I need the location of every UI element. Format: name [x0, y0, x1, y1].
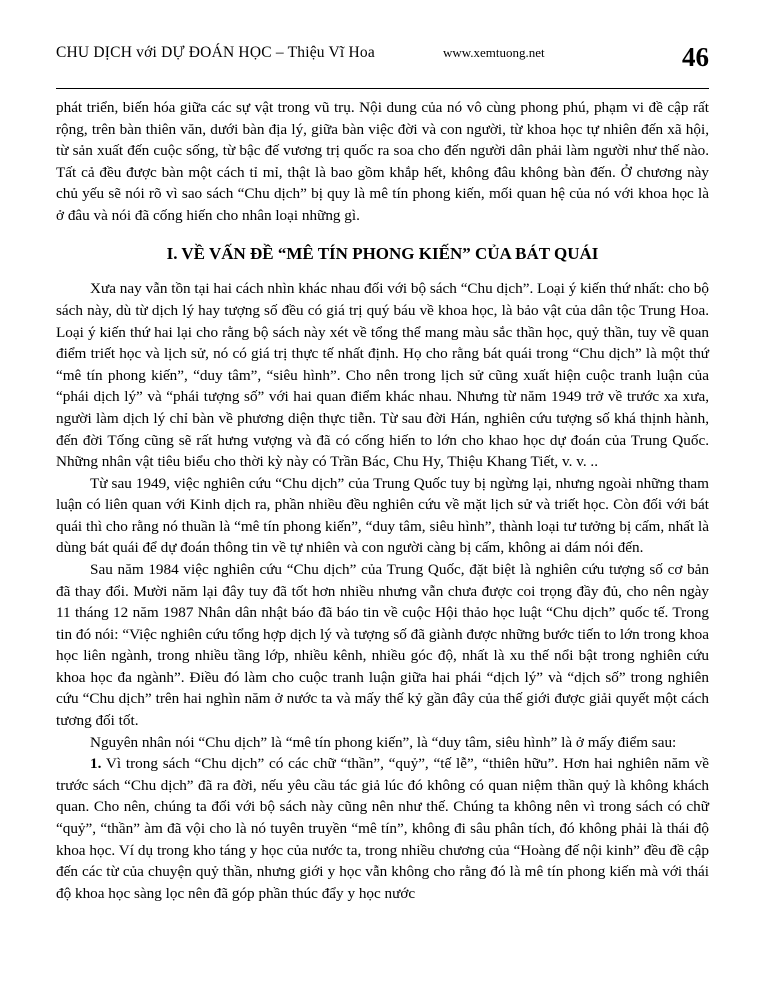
page-header	[56, 44, 709, 86]
page-body	[56, 97, 709, 904]
website-url[interactable]: www.xemtuong.net	[442, 45, 545, 60]
numbered-item-1	[56, 753, 709, 904]
paragraph-3: Sau năm 1984 việc nghiên cứu “Chu dịch” của Trung Quốc, đặt biệt là nghiên cứu tượng số cơ bản đã thay đổi. Mười năm lại đây tuy đã tốt hơn nhiều nhưng vẫn chưa được coi trọng đầy đủ, cho nên ngày 11 tháng 12 năm 1987 Nhân dân nhật báo đã báo tin về cuộc Hội thảo học luật “Chu dịch” quốc tế. Trong tin đó nói: “Việc nghiên cứu tổng hợp dịch lý và tượng số đã giành được những bước tiến to lớn trong khoa học liên ngành, trong nhiều tầng lớp, nhiều kênh, nhiều góc độ, nhất là xu thế nổi bật trong nghiên cứu khoa học đa ngành”. Điều đó làm cho cuộc tranh luận giữa hai phái “dịch lý” và “dịch số” trong nghiên cứu “Chu dịch” trên hai nghìn năm ở nước ta và mấy thế kỷ gần đây của thế giới được giải quyết một cách tương đối tốt.	[56, 560, 709, 730]
section-heading: I. VỀ VẤN ĐỀ “MÊ TÍN PHONG KIẾN” CỦA BÁT QUÁI	[166, 244, 599, 264]
numbered-item-text: Vì trong sách “Chu dịch” có các chữ “thần”, “quỷ”, “tế lễ”, “thiên hữu”. Hơn hai nghiên năm về trước sách “Chu dịch” đã ra đời, nếu yêu cầu tác giả lúc đó không có quan niệm thần quỷ là không khách quan. Cho nên, chúng ta đối với bộ sách này cũng nên như thế. Chúng ta không nên vì trong sách có chữ “quỷ”, “thần” àm đã vội cho là nó tuyên truyền “mê tín”, không đi sâu phân tích, đó không phải là thái độ khoa học. Ví dụ trong kho táng y học của nước ta, trong nhiều chương của “Hoàng đế nội kinh” đều đề cập đến các từ của chuyện quỷ thần, nhưng giới y học vẫn không cho rằng đó là mê tín phong kiến mà với thái độ khoa học sàng lọc nên đã góp phần thúc đẩy y học nước	[56, 755, 709, 902]
paragraph-intro: phát triển, biến hóa giữa các sự vật trong vũ trụ. Nội dung của nó vô cùng phong phú, phạm vi đề cập rất rộng, trên bàn thiên văn, dưới bàn địa lý, giữa bàn việc đời và con người, từ khoa học tự nhiên đến xã hội, từ sản xuất đến cuộc sống, từ bậc đế vương trị quốc ra soa cho đến người dân phải làm người như thế nào. Tất cả đều được bàn một cách tỉ mỉ, thật là bao gồm khắp hết, không đâu không bàn đến. Ở chương này chủ yếu sẽ nói rõ vì sao sách “Chu dịch” bị quy là mê tín phong kiến, mối quan hệ của nó với khoa học là ở đâu và nói đã cống hiến cho nhân loại những gì.	[56, 99, 709, 224]
book-title: CHU DỊCH với DỰ ĐOÁN HỌC – Thiệu Vĩ Hoa	[56, 44, 375, 61]
paragraph-1: Xưa nay vẫn tồn tại hai cách nhìn khác nhau đối với bộ sách “Chu dịch”. Loại ý kiến thứ nhất: cho bộ sách này, dù từ dịch lý hay tượng số đều có giá trị quý báu về khoa học, là bảo vật của dân tộc Trung Hoa. Loại ý kiến thứ hai lại cho rằng bộ sách này xét về tổng thể mang màu sắc thần học, quỷ thần, tuy về quan điểm triết học và lịch sử, nó có giá trị thực tế nhất định. Họ cho rằng bát quái trong “Chu dịch” là một thứ “mê tín phong kiến”, “duy tâm”, “siêu hình”. Cho nên trong lịch sử cũng xuất hiện cuộc tranh luận của “phái dịch lý” và “phái tượng số” với hai quan điểm khác nhau. Nhưng từ năm 1949 trở về trước xa xưa, người làm dịch lý chỉ bàn về phương diện thực tiễn. Từ sau đời Hán, nghiên cứu tượng số khá thịnh hành, đến đời Tống cũng sẽ rất hưng vượng và đã có cống hiến to lớn cho khao học dự đoán của Trung Quốc. Những nhân vật tiêu biểu cho thời kỳ này có Trần Bác, Chu Hy, Thiệu Khang Tiết, v. v. ..	[56, 280, 709, 471]
paragraph-4: Nguyên nhân nói “Chu dịch” là “mê tín phong kiến”, là “duy tâm, siêu hình” là ở mấy điểm sau:	[90, 733, 677, 751]
numbered-item-marker: 1.	[90, 755, 102, 773]
page-number: 46	[682, 42, 709, 72]
header-divider	[56, 88, 709, 89]
header-line	[56, 44, 709, 62]
paragraph-2: Từ sau 1949, việc nghiên cứu “Chu dịch” của Trung Quốc tuy bị ngừng lại, nhưng ngoài những tham luận có liên quan với Kinh dịch ra, phần nhiều đều nghiên cứu về mặt lịch sử và triết học. Còn đối với bát quái thì cho rằng nó thuần là “mê tín phong kiến”, “duy tâm, siêu hình”, thành loại tư tưởng bị cấm, nhất là dùng bát quái để dự đoán thông tin về tự nhiên và con người càng bị cấm, không ai dám nói đến.	[56, 474, 709, 557]
